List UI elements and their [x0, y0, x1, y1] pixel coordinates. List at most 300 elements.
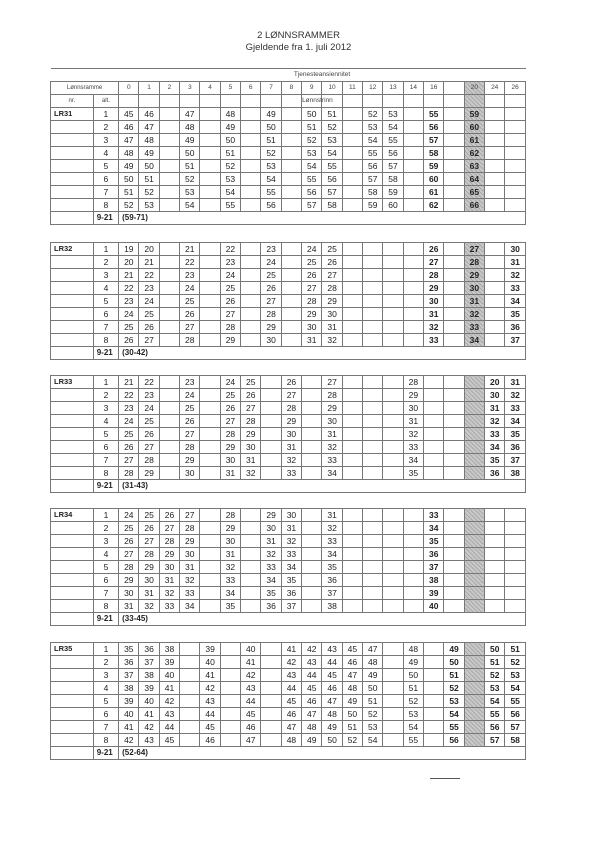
step-number: 5 — [93, 295, 118, 308]
salary-cell — [342, 243, 362, 256]
step-number: 3 — [93, 402, 118, 415]
salary-cell: 66 — [464, 199, 484, 212]
salary-cell — [159, 108, 179, 121]
salary-cell: 41 — [200, 669, 220, 682]
salary-cell — [281, 173, 301, 186]
salary-cell — [180, 669, 200, 682]
salary-cell: 50 — [220, 134, 240, 147]
salary-cell: 58 — [505, 734, 526, 747]
salary-cell — [403, 321, 423, 334]
table-name — [51, 587, 94, 600]
salary-cell — [464, 548, 484, 561]
salary-cell: 31 — [485, 402, 505, 415]
salary-cell: 44 — [322, 656, 342, 669]
salary-cell — [302, 402, 322, 415]
salary-cell: 26 — [159, 509, 179, 522]
salary-cell — [200, 548, 220, 561]
salary-cell: 32 — [505, 389, 526, 402]
salary-cell — [200, 308, 220, 321]
salary-cell — [403, 121, 423, 134]
salary-cell: 39 — [159, 656, 179, 669]
salary-cell — [159, 256, 179, 269]
salary-cell: 43 — [302, 656, 322, 669]
salary-cell — [424, 454, 444, 467]
salary-cell — [342, 402, 362, 415]
salary-cell — [200, 134, 220, 147]
salary-cell: 26 — [119, 334, 139, 347]
salary-cell: 51 — [302, 121, 322, 134]
step-number: 1 — [93, 243, 118, 256]
salary-cell: 24 — [180, 389, 200, 402]
salary-cell: 30 — [261, 334, 281, 347]
salary-cell: 53 — [363, 721, 383, 734]
salary-cell: 25 — [241, 376, 261, 389]
salary-cell: 57 — [363, 173, 383, 186]
salary-cell: 28 — [281, 402, 301, 415]
salary-cell — [241, 334, 261, 347]
salary-cell — [444, 256, 464, 269]
salary-cell: 47 — [342, 669, 362, 682]
salary-cell — [383, 643, 403, 656]
table-row — [51, 308, 526, 321]
salary-cell: 27 — [281, 389, 301, 402]
salary-cell — [302, 548, 322, 561]
salary-cell — [363, 282, 383, 295]
salary-cell — [444, 509, 464, 522]
salary-cell: 25 — [119, 321, 139, 334]
salary-cell — [363, 535, 383, 548]
salary-cell: 49 — [180, 134, 200, 147]
salary-cell — [342, 121, 362, 134]
header-year-12: 12 — [363, 82, 383, 95]
table-name — [51, 708, 94, 721]
salary-cell — [342, 415, 362, 428]
header-year-7: 7 — [261, 82, 281, 95]
salary-cell: 49 — [322, 721, 342, 734]
salary-cell: 21 — [139, 256, 159, 269]
salary-cell: 23 — [180, 376, 200, 389]
salary-cell — [383, 669, 403, 682]
salary-cell: 54 — [505, 682, 526, 695]
salary-cell: 43 — [281, 669, 301, 682]
salary-cell: 53 — [444, 695, 464, 708]
salary-cell — [363, 334, 383, 347]
salary-cell: 37 — [139, 656, 159, 669]
salary-cell — [241, 160, 261, 173]
salary-cell — [342, 108, 362, 121]
step-number: 1 — [93, 376, 118, 389]
salary-cell — [444, 282, 464, 295]
header-year-1: 1 — [139, 82, 159, 95]
salary-cell — [403, 561, 423, 574]
salary-cell — [200, 587, 220, 600]
salary-cell: 31 — [505, 256, 526, 269]
salary-cell — [180, 695, 200, 708]
salary-cell — [302, 376, 322, 389]
salary-cell: 25 — [322, 243, 342, 256]
salary-cell — [241, 108, 261, 121]
salary-cell: 33 — [485, 428, 505, 441]
step-number: 7 — [93, 454, 118, 467]
salary-cell — [464, 587, 484, 600]
salary-cell: 27 — [220, 415, 240, 428]
salary-cell — [383, 600, 403, 613]
table-name — [51, 199, 94, 212]
salary-cell — [220, 695, 240, 708]
salary-cell — [261, 734, 281, 747]
salary-cell — [281, 334, 301, 347]
salary-cell — [180, 734, 200, 747]
header-year-6: 6 — [241, 82, 261, 95]
salary-cell — [505, 561, 526, 574]
salary-cell — [159, 415, 179, 428]
step-number: 4 — [93, 282, 118, 295]
salary-cell: 31 — [403, 415, 423, 428]
salary-cell: 32 — [464, 308, 484, 321]
salary-cell — [241, 173, 261, 186]
salary-cell: 43 — [159, 708, 179, 721]
footer-blank — [51, 480, 94, 493]
salary-cell — [403, 186, 423, 199]
salary-cell — [485, 160, 505, 173]
salary-cell — [383, 321, 403, 334]
salary-cell — [159, 402, 179, 415]
salary-cell: 42 — [302, 643, 322, 656]
footer-alt: 9-21 — [93, 480, 118, 493]
salary-cell: 57 — [424, 134, 444, 147]
salary-cell: 24 — [261, 256, 281, 269]
salary-cell — [464, 643, 484, 656]
footer-blank — [51, 347, 94, 360]
salary-cell: 53 — [180, 186, 200, 199]
table-name — [51, 600, 94, 613]
salary-cell — [159, 173, 179, 186]
step-number: 3 — [93, 134, 118, 147]
salary-cell: 34 — [505, 415, 526, 428]
table-row — [51, 561, 526, 574]
table-row — [51, 600, 526, 613]
table-row — [51, 402, 526, 415]
salary-cell — [464, 428, 484, 441]
salary-cell — [383, 295, 403, 308]
table-row — [51, 243, 526, 256]
salary-cell: 36 — [485, 467, 505, 480]
salary-cell — [505, 587, 526, 600]
salary-cell — [383, 389, 403, 402]
salary-cell: 51 — [505, 643, 526, 656]
salary-cell: 20 — [485, 376, 505, 389]
salary-cell — [485, 535, 505, 548]
salary-cell: 37 — [119, 669, 139, 682]
header-year-13: 13 — [383, 82, 403, 95]
salary-cell: 29 — [180, 454, 200, 467]
salary-cell — [200, 402, 220, 415]
salary-cell: 41 — [241, 656, 261, 669]
salary-cell — [261, 376, 281, 389]
salary-cell: 45 — [342, 643, 362, 656]
salary-cell — [403, 600, 423, 613]
footer-range: (30-42) — [119, 347, 526, 360]
salary-cell — [302, 600, 322, 613]
salary-cell: 33 — [281, 548, 301, 561]
salary-cell: 50 — [342, 708, 362, 721]
salary-cell — [261, 428, 281, 441]
salary-cell: 52 — [302, 134, 322, 147]
salary-cell — [403, 256, 423, 269]
salary-cell — [241, 574, 261, 587]
salary-cell: 45 — [281, 695, 301, 708]
salary-cell: 52 — [220, 160, 240, 173]
salary-cell: 30 — [220, 454, 240, 467]
table-name — [51, 428, 94, 441]
salary-cell: 36 — [322, 574, 342, 587]
salary-cell — [424, 682, 444, 695]
salary-cell — [241, 548, 261, 561]
salary-cell — [342, 269, 362, 282]
salary-cell: 33 — [403, 441, 423, 454]
salary-cell — [383, 269, 403, 282]
salary-cell — [444, 428, 464, 441]
salary-cell — [159, 428, 179, 441]
salary-cell: 58 — [322, 199, 342, 212]
salary-cell — [383, 308, 403, 321]
salary-cell — [485, 548, 505, 561]
salary-cell: 47 — [322, 695, 342, 708]
salary-cell: 44 — [200, 708, 220, 721]
salary-cell — [241, 243, 261, 256]
salary-cell: 32 — [241, 467, 261, 480]
header-year-8: 8 — [281, 82, 301, 95]
salary-cell: 34 — [261, 574, 281, 587]
salary-cell: 46 — [119, 121, 139, 134]
salary-cell — [159, 334, 179, 347]
salary-cell — [261, 669, 281, 682]
salary-cell — [302, 587, 322, 600]
salary-cell: 41 — [119, 721, 139, 734]
step-number: 2 — [93, 656, 118, 669]
salary-cell — [464, 561, 484, 574]
salary-cell — [220, 643, 240, 656]
salary-cell — [159, 376, 179, 389]
table-name — [51, 721, 94, 734]
step-number: 8 — [93, 334, 118, 347]
salary-cell: 52 — [485, 669, 505, 682]
salary-cell: 51 — [444, 669, 464, 682]
salary-cell: 29 — [424, 282, 444, 295]
salary-cell: 56 — [444, 734, 464, 747]
salary-cell — [464, 441, 484, 454]
header-blank — [139, 95, 159, 108]
header-year-19: 26 — [505, 82, 526, 95]
salary-cell: 50 — [444, 656, 464, 669]
salary-cell: 34 — [485, 441, 505, 454]
salary-cell — [383, 587, 403, 600]
salary-cell: 43 — [200, 695, 220, 708]
salary-cell: 30 — [485, 389, 505, 402]
salary-cell — [363, 522, 383, 535]
salary-cell — [342, 467, 362, 480]
salary-cell: 28 — [180, 522, 200, 535]
header-blank — [424, 95, 444, 108]
table-name — [51, 441, 94, 454]
salary-cell: 30 — [281, 428, 301, 441]
salary-cell: 31 — [220, 548, 240, 561]
salary-cell: 31 — [322, 321, 342, 334]
header-year-0: 0 — [119, 82, 139, 95]
salary-cell: 39 — [424, 587, 444, 600]
salary-cell — [444, 134, 464, 147]
step-number: 6 — [93, 441, 118, 454]
salary-cell — [302, 522, 322, 535]
header-blank — [464, 95, 484, 108]
salary-cell: 34 — [464, 334, 484, 347]
salary-cell: 27 — [180, 321, 200, 334]
salary-cell — [444, 402, 464, 415]
salary-table-lr34 — [50, 508, 526, 626]
salary-cell: 30 — [139, 574, 159, 587]
salary-cell: 51 — [119, 186, 139, 199]
salary-cell: 30 — [322, 415, 342, 428]
salary-cell — [261, 441, 281, 454]
salary-cell: 52 — [403, 695, 423, 708]
salary-table-lr33 — [50, 375, 526, 493]
salary-cell: 55 — [363, 147, 383, 160]
salary-cell — [261, 402, 281, 415]
salary-cell — [159, 308, 179, 321]
salary-cell: 28 — [302, 295, 322, 308]
salary-cell: 24 — [119, 415, 139, 428]
salary-cell — [342, 600, 362, 613]
salary-cell: 52 — [505, 656, 526, 669]
table-name: LR35 — [51, 643, 94, 656]
salary-cell: 35 — [322, 561, 342, 574]
salary-cell: 64 — [464, 173, 484, 186]
salary-cell: 49 — [139, 147, 159, 160]
table-row — [51, 147, 526, 160]
salary-cell — [180, 721, 200, 734]
table-row — [51, 695, 526, 708]
salary-cell: 24 — [119, 509, 139, 522]
salary-cell: 53 — [302, 147, 322, 160]
table-name: LR34 — [51, 509, 94, 522]
table-name — [51, 121, 94, 134]
salary-cell — [444, 561, 464, 574]
salary-cell: 30 — [505, 243, 526, 256]
salary-cell: 51 — [403, 682, 423, 695]
salary-cell — [383, 376, 403, 389]
salary-cell — [302, 561, 322, 574]
footer-blank — [51, 747, 94, 760]
salary-cell — [200, 441, 220, 454]
salary-cell — [383, 734, 403, 747]
salary-cell — [383, 656, 403, 669]
salary-cell — [485, 308, 505, 321]
salary-cell: 30 — [464, 282, 484, 295]
salary-cell: 23 — [139, 282, 159, 295]
salary-cell: 38 — [322, 600, 342, 613]
salary-cell — [383, 561, 403, 574]
salary-cell — [261, 708, 281, 721]
salary-cell: 33 — [505, 282, 526, 295]
salary-cell: 31 — [424, 308, 444, 321]
salary-cell — [505, 522, 526, 535]
salary-cell: 25 — [180, 295, 200, 308]
salary-cell: 59 — [383, 186, 403, 199]
salary-cell — [241, 134, 261, 147]
salary-cell: 45 — [322, 669, 342, 682]
salary-cell — [200, 108, 220, 121]
salary-cell — [403, 108, 423, 121]
table-name — [51, 454, 94, 467]
salary-cell: 57 — [383, 160, 403, 173]
salary-cell: 56 — [485, 721, 505, 734]
salary-cell — [200, 454, 220, 467]
salary-cell — [363, 389, 383, 402]
salary-cell — [200, 522, 220, 535]
salary-cell — [281, 186, 301, 199]
salary-cell — [444, 587, 464, 600]
salary-cell: 40 — [119, 708, 139, 721]
table-name — [51, 561, 94, 574]
salary-cell: 26 — [220, 295, 240, 308]
salary-cell: 52 — [363, 108, 383, 121]
salary-cell — [403, 282, 423, 295]
salary-cell: 54 — [383, 121, 403, 134]
footer-blank — [51, 212, 94, 225]
salary-cell — [363, 467, 383, 480]
salary-cell: 33 — [281, 467, 301, 480]
table-name — [51, 160, 94, 173]
header-year-9: 9 — [302, 82, 322, 95]
salary-cell — [241, 147, 261, 160]
footer-alt: 9-21 — [93, 747, 118, 760]
table-name: LR33 — [51, 376, 94, 389]
salary-cell — [444, 441, 464, 454]
step-number: 4 — [93, 415, 118, 428]
salary-cell — [363, 454, 383, 467]
salary-cell: 48 — [342, 682, 362, 695]
salary-cell — [505, 509, 526, 522]
salary-cell — [464, 535, 484, 548]
salary-cell: 49 — [403, 656, 423, 669]
salary-cell: 32 — [322, 441, 342, 454]
salary-cell — [281, 308, 301, 321]
salary-cell: 56 — [363, 160, 383, 173]
header-year-18: 24 — [485, 82, 505, 95]
table-name — [51, 134, 94, 147]
salary-cell: 36 — [261, 600, 281, 613]
header-blank — [281, 95, 301, 108]
salary-cell — [383, 243, 403, 256]
salary-cell — [403, 509, 423, 522]
salary-cell — [342, 321, 362, 334]
salary-cell — [261, 467, 281, 480]
salary-cell: 47 — [180, 108, 200, 121]
salary-cell: 51 — [363, 695, 383, 708]
salary-cell — [464, 708, 484, 721]
table-row — [51, 269, 526, 282]
salary-cell — [363, 561, 383, 574]
step-number: 1 — [93, 643, 118, 656]
table-row — [51, 454, 526, 467]
salary-cell: 43 — [241, 682, 261, 695]
salary-cell — [403, 548, 423, 561]
salary-cell: 44 — [159, 721, 179, 734]
salary-cell — [220, 656, 240, 669]
salary-cell — [464, 509, 484, 522]
salary-cell: 26 — [180, 308, 200, 321]
salary-cell: 28 — [119, 561, 139, 574]
